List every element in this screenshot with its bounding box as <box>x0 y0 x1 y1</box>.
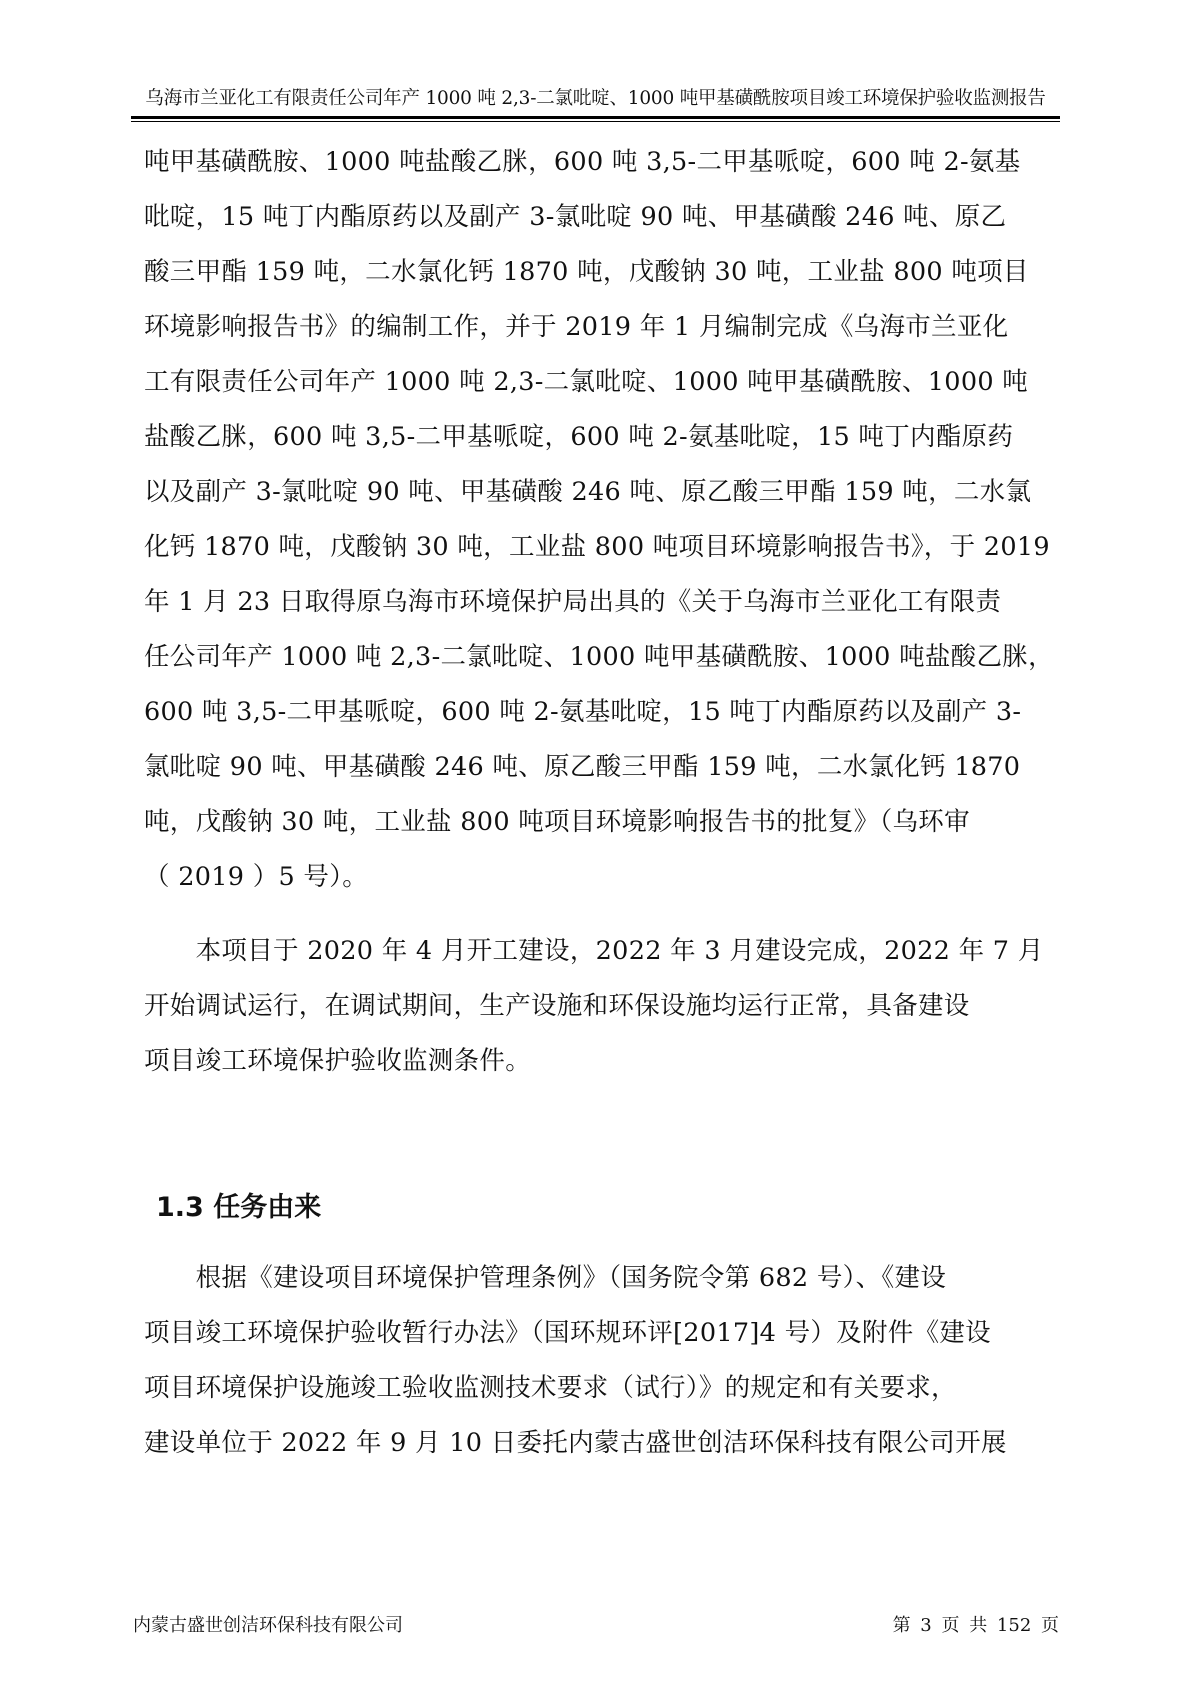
paragraph-line: 项目环境保护设施竣工验收监测技术要求（试行）》的规定和有关要求， <box>144 1373 957 1403</box>
paragraph-line: 吡啶，15 吨丁内酯原药以及副产 3-氯吡啶 90 吨、甲基磺酸 246 吨、原乙 <box>144 202 1007 232</box>
paragraph-line: 酸三甲酯 159 吨，二水氯化钙 1870 吨，戊酸钠 30 吨，工业盐 800 吨项目 <box>144 257 1029 287</box>
paragraph-line: 建设单位于 2022 年 9 月 10 日委托内蒙古盛世创洁环保科技有限公司开展 <box>144 1428 1007 1458</box>
paragraph-line: 项目竣工环境保护验收监测条件。 <box>144 1046 532 1076</box>
paragraph-line: 本项目于 2020 年 4 月开工建设，2022 年 3 月建设完成，2022 年 7 月 <box>144 936 1044 966</box>
paragraph-line: 化钙 1870 吨，戊酸钠 30 吨，工业盐 800 吨项目环境影响报告书》，于 2019 <box>144 532 1050 562</box>
paragraph-line: 氯吡啶 90 吨、甲基磺酸 246 吨、原乙酸三甲酯 159 吨，二水氯化钙 1870 <box>144 752 1021 782</box>
paragraph-line: 以及副产 3-氯吡啶 90 吨、甲基磺酸 246 吨、原乙酸三甲酯 159 吨，二水氯 <box>144 477 1032 507</box>
paragraph-line: 根据《建设项目环境保护管理条例》（国务院令第 682 号）、《建设 <box>144 1263 947 1293</box>
paragraph-line: 盐酸乙脒，600 吨 3,5-二甲基哌啶，600 吨 2-氨基吡啶，15 吨丁内酯原药 <box>144 422 1014 452</box>
header-divider-thin <box>131 121 1060 122</box>
paragraph-line: 项目竣工环境保护验收暂行办法》（国环规环评[2017]4 号）及附件《建设 <box>144 1318 991 1348</box>
section-heading: 1.3 任务由来 <box>156 1192 322 1223</box>
paragraph-line: 600 吨 3,5-二甲基哌啶，600 吨 2-氨基吡啶，15 吨丁内酯原药以及副产 3- <box>144 697 1022 727</box>
paragraph-line: （ 2019 ）5 号）。 <box>144 862 369 892</box>
paragraph-line: 吨，戊酸钠 30 吨，工业盐 800 吨项目环境影响报告书的批复》（乌环审 <box>144 807 970 837</box>
footer-company-name: 内蒙古盛世创洁环保科技有限公司 <box>133 1615 403 1636</box>
paragraph-line: 吨甲基磺酰胺、1000 吨盐酸乙脒，600 吨 3,5-二甲基哌啶，600 吨 2-氨基 <box>144 147 1021 177</box>
paragraph-line: 环境影响报告书》的编制工作，并于 2019 年 1 月编制完成《乌海市兰亚化 <box>144 312 1009 342</box>
header-divider-thick <box>131 116 1060 119</box>
paragraph-line: 任公司年产 1000 吨 2,3-二氯吡啶、1000 吨甲基磺酰胺、1000 吨盐酸乙脒， <box>144 642 1054 672</box>
document-header-title: 乌海市兰亚化工有限责任公司年产 1000 吨 2,3-二氯吡啶、1000 吨甲基磺酰胺项目竣工环境保护验收监测报告 <box>145 88 1046 109</box>
paragraph-line: 年 1 月 23 日取得原乌海市环境保护局出具的《关于乌海市兰亚化工有限责 <box>144 587 1002 617</box>
paragraph-line: 开始调试运行，在调试期间，生产设施和环保设施均运行正常，具备建设 <box>144 991 970 1021</box>
paragraph-line: 工有限责任公司年产 1000 吨 2,3-二氯吡啶、1000 吨甲基磺酰胺、1000 吨 <box>144 367 1029 397</box>
footer-page-number: 第 3 页 共 152 页 <box>892 1615 1059 1636</box>
